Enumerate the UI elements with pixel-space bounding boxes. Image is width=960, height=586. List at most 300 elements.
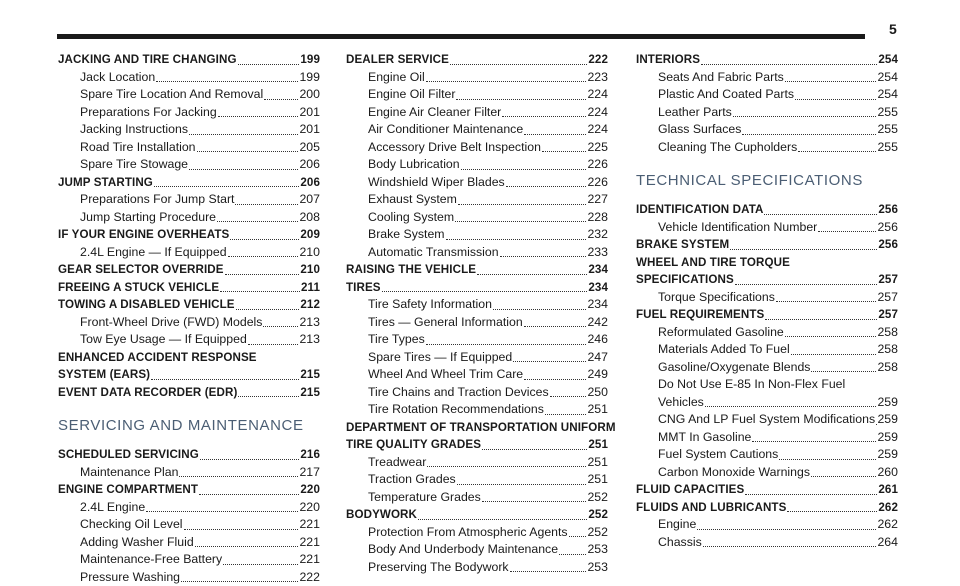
toc-entry-title: Wheel And Wheel Trim Care — [368, 366, 523, 384]
toc-entry-title: Maintenance Plan — [80, 464, 178, 482]
toc-page-number: 211 — [301, 279, 320, 297]
toc-page-number: 201 — [299, 121, 320, 139]
toc-page-number: 260 — [877, 464, 898, 482]
toc-page-number: 255 — [877, 121, 898, 139]
toc-leader-dots — [733, 116, 877, 117]
toc-leader-dots — [524, 134, 586, 135]
toc-leader-dots — [779, 459, 876, 460]
toc-entry-title: Engine — [658, 516, 696, 534]
toc-entry-sub[interactable] — [58, 569, 320, 586]
toc-entry-sub[interactable] — [346, 489, 608, 507]
toc-page-number: 221 — [299, 516, 320, 534]
toc-leader-dots — [426, 81, 587, 82]
toc-entry-sub[interactable] — [346, 244, 608, 262]
toc-leader-dots — [493, 309, 587, 310]
toc-entry-main[interactable] — [636, 271, 898, 289]
toc-page-number: 251 — [587, 401, 608, 419]
toc-page-number: 256 — [878, 236, 898, 254]
toc-leader-dots — [223, 564, 298, 565]
toc-leader-dots — [457, 484, 587, 485]
toc-entry-sub[interactable] — [636, 464, 898, 482]
toc-page-number: 224 — [587, 86, 608, 104]
toc-page-number: 221 — [299, 534, 320, 552]
toc-leader-dots — [795, 99, 876, 100]
toc-column-1 — [58, 51, 320, 586]
toc-page-number: 207 — [299, 191, 320, 209]
toc-entry-sub[interactable] — [58, 86, 320, 104]
toc-entry-title: 2.4L Engine — If Equipped — [80, 244, 227, 262]
toc-entry-main[interactable] — [58, 174, 320, 192]
toc-entry-title: DEPARTMENT OF TRANSPORTATION UNIFORM — [346, 421, 616, 434]
toc-page-number: 210 — [300, 261, 320, 279]
toc-entry-sub[interactable] — [346, 384, 608, 402]
toc-page-number: 254 — [878, 51, 898, 69]
toc-leader-dots — [264, 99, 298, 100]
toc-entry-main[interactable] — [636, 306, 898, 324]
toc-entry-title: Engine Oil — [368, 69, 425, 87]
toc-entry-sub[interactable] — [346, 314, 608, 332]
toc-entry-sub[interactable] — [58, 121, 320, 139]
toc-entry-main[interactable] — [346, 419, 608, 437]
toc-entry-sub[interactable] — [636, 359, 898, 377]
toc-page-number: 251 — [587, 471, 608, 489]
toc-page-number: 220 — [300, 481, 320, 499]
toc-entry-sub[interactable] — [58, 209, 320, 227]
toc-entry-sub[interactable] — [346, 174, 608, 192]
toc-page-number: 234 — [588, 279, 608, 297]
toc-entry-title: Vehicles — [658, 394, 704, 412]
toc-page-number: 252 — [588, 506, 608, 524]
toc-page-number: 215 — [300, 366, 320, 384]
toc-entry-sub[interactable] — [636, 394, 898, 412]
toc-leader-dots — [776, 301, 877, 302]
toc-leader-dots — [225, 274, 300, 275]
toc-leader-dots — [458, 204, 587, 205]
toc-entry-title: IDENTIFICATION DATA — [636, 201, 763, 219]
toc-entry-sub[interactable] — [346, 331, 608, 349]
toc-page-number: 217 — [299, 464, 320, 482]
toc-entry-sub[interactable] — [636, 104, 898, 122]
toc-entry-title: Carbon Monoxide Warnings — [658, 464, 810, 482]
toc-leader-dots — [787, 511, 877, 512]
toc-entry-sub[interactable] — [58, 191, 320, 209]
toc-leader-dots — [510, 571, 587, 572]
toc-page-number: 251 — [588, 436, 608, 454]
toc-entry-title: Tire Types — [368, 331, 425, 349]
toc-leader-dots — [811, 371, 876, 372]
toc-entry-main[interactable] — [58, 296, 320, 314]
toc-page-number: 226 — [587, 156, 608, 174]
toc-entry-title: Engine Air Cleaner Filter — [368, 104, 501, 122]
toc-entry-sub[interactable] — [58, 551, 320, 569]
toc-entry-sub[interactable] — [636, 341, 898, 359]
toc-leader-dots — [701, 64, 877, 65]
toc-entry-title: Materials Added To Fuel — [658, 341, 790, 359]
toc-leader-dots — [189, 134, 298, 135]
toc-entry-title: FLUIDS AND LUBRICANTS — [636, 499, 786, 517]
toc-entry-sub[interactable] — [636, 411, 898, 429]
toc-leader-dots — [524, 326, 587, 327]
toc-leader-dots — [765, 319, 877, 320]
toc-page-number: 223 — [587, 69, 608, 87]
toc-page-number: 253 — [587, 541, 608, 559]
toc-leader-dots — [156, 81, 298, 82]
toc-leader-dots — [500, 256, 587, 257]
toc-entry-title: Windshield Wiper Blades — [368, 174, 505, 192]
toc-entry-sub[interactable] — [58, 244, 320, 262]
toc-leader-dots — [506, 186, 587, 187]
toc-page-number: 250 — [587, 384, 608, 402]
toc-entry-main[interactable] — [346, 51, 608, 69]
toc-entry-title: Jacking Instructions — [80, 121, 188, 139]
toc-list — [58, 446, 320, 586]
toc-entry-title: Spare Tire Stowage — [80, 156, 188, 174]
toc-page-number: 224 — [587, 104, 608, 122]
toc-entry-title: SPECIFICATIONS — [636, 271, 734, 289]
toc-leader-dots — [703, 546, 877, 547]
toc-leader-dots — [811, 476, 877, 477]
toc-leader-dots — [542, 151, 587, 152]
toc-page-number: 259 — [877, 446, 898, 464]
toc-page-number: 216 — [300, 446, 320, 464]
toc-entry-title: Adding Washer Fluid — [80, 534, 194, 552]
section-heading-technical: TECHNICAL SPECIFICATIONS — [636, 172, 898, 189]
toc-entry-title: Reformulated Gasoline — [658, 324, 784, 342]
toc-leader-dots — [151, 379, 299, 380]
toc-entry-title: Road Tire Installation — [80, 139, 196, 157]
toc-page-number: 212 — [300, 296, 320, 314]
toc-entry-sub[interactable] — [58, 534, 320, 552]
toc-entry-sub[interactable] — [636, 139, 898, 157]
toc-entry-title: Front-Wheel Drive (FWD) Models — [80, 314, 262, 332]
toc-entry-title: TIRES — [346, 279, 381, 297]
toc-entry-sub[interactable] — [346, 524, 608, 542]
toc-entry-sub[interactable] — [346, 366, 608, 384]
toc-entry-title: Engine Oil Filter — [368, 86, 455, 104]
toc-entry-main[interactable] — [346, 506, 608, 524]
toc-leader-dots — [545, 414, 587, 415]
toc-page-number: 222 — [299, 569, 320, 586]
toc-entry-title: TOWING A DISABLED VEHICLE — [58, 296, 235, 314]
toc-entry-sub[interactable] — [636, 376, 898, 394]
toc-entry-sub[interactable] — [636, 86, 898, 104]
toc-entry-sub[interactable] — [636, 446, 898, 464]
toc-page-number: 221 — [299, 551, 320, 569]
toc-entry-sub[interactable] — [58, 499, 320, 517]
toc-leader-dots — [248, 344, 299, 345]
toc-list — [636, 201, 898, 551]
toc-entry-title: Air Conditioner Maintenance — [368, 121, 523, 139]
toc-entry-title: Chassis — [658, 534, 702, 552]
toc-entry-title: Exhaust System — [368, 191, 457, 209]
toc-entry-main[interactable] — [58, 226, 320, 244]
toc-entry-sub[interactable] — [636, 219, 898, 237]
toc-entry-sub[interactable] — [636, 429, 898, 447]
toc-leader-dots — [220, 291, 300, 292]
toc-entry-sub[interactable] — [636, 69, 898, 87]
toc-entry-sub[interactable] — [636, 289, 898, 307]
toc-page-number: 254 — [877, 69, 898, 87]
toc-entry-title: Preparations For Jacking — [80, 104, 217, 122]
toc-entry-sub[interactable] — [636, 121, 898, 139]
toc-entry-title: Traction Grades — [368, 471, 456, 489]
page-number: 5 — [889, 21, 897, 37]
toc-page-number: 255 — [877, 139, 898, 157]
toc-entry-main[interactable] — [636, 481, 898, 499]
toc-entry-sub[interactable] — [346, 191, 608, 209]
toc-column-2 — [346, 51, 608, 576]
toc-page-number: 222 — [588, 51, 608, 69]
toc-entry-sub[interactable] — [346, 156, 608, 174]
toc-page-number: 201 — [299, 104, 320, 122]
toc-entry-title: JUMP STARTING — [58, 174, 153, 192]
toc-entry-title: RAISING THE VEHICLE — [346, 261, 476, 279]
toc-entry-title: BODYWORK — [346, 506, 417, 524]
toc-leader-dots — [745, 494, 877, 495]
toc-page-number: 225 — [587, 139, 608, 157]
toc-entry-title: Jack Location — [80, 69, 155, 87]
toc-leader-dots — [752, 441, 876, 442]
toc-entry-main[interactable] — [636, 201, 898, 219]
toc-entry-title: FLUID CAPACITIES — [636, 481, 744, 499]
toc-page-number: 254 — [877, 86, 898, 104]
toc-page-number: 249 — [587, 366, 608, 384]
toc-entry-sub[interactable] — [346, 349, 608, 367]
toc-entry-main[interactable] — [346, 279, 608, 297]
toc-entry-title: Tow Eye Usage — If Equipped — [80, 331, 247, 349]
toc-leader-dots — [513, 361, 586, 362]
toc-page-number: 199 — [299, 69, 320, 87]
toc-leader-dots — [791, 354, 877, 355]
toc-entry-title: Body Lubrication — [368, 156, 460, 174]
toc-entry-sub[interactable] — [58, 69, 320, 87]
toc-entry-title: CNG And LP Fuel System Modifications — [658, 411, 875, 429]
toc-entry-title: ENHANCED ACCIDENT RESPONSE — [58, 351, 257, 364]
toc-leader-dots — [559, 554, 586, 555]
toc-entry-title: Tires — General Information — [368, 314, 523, 332]
toc-entry-title: SYSTEM (EARS) — [58, 366, 150, 384]
toc-page-number: 234 — [587, 296, 608, 314]
toc-entry-sub[interactable] — [58, 331, 320, 349]
toc-leader-dots — [798, 151, 876, 152]
toc-entry-title: Tire Chains and Traction Devices — [368, 384, 549, 402]
toc-page-number: 234 — [588, 261, 608, 279]
toc-entry-sub[interactable] — [58, 156, 320, 174]
toc-entry-title: Body And Underbody Maintenance — [368, 541, 558, 559]
toc-page-number: 259 — [877, 429, 898, 447]
toc-page-number: 252 — [587, 489, 608, 507]
toc-leader-dots — [735, 284, 878, 285]
toc-page-number: 228 — [587, 209, 608, 227]
toc-entry-sub[interactable] — [58, 516, 320, 534]
toc-entry-sub[interactable] — [346, 454, 608, 472]
toc-entry-title: Pressure Washing — [80, 569, 180, 586]
toc-page-number: 252 — [587, 524, 608, 542]
toc-entry-main[interactable] — [346, 436, 608, 454]
toc-entry-main[interactable] — [636, 499, 898, 517]
toc-entry-title: WHEEL AND TIRE TORQUE — [636, 256, 790, 269]
toc-entry-sub[interactable] — [346, 209, 608, 227]
toc-entry-title: Cleaning The Cupholders — [658, 139, 797, 157]
toc-entry-main[interactable] — [58, 446, 320, 464]
toc-entry-title: Jump Starting Procedure — [80, 209, 216, 227]
toc-page-number: 206 — [300, 174, 320, 192]
toc-entry-title: Seats And Fabric Parts — [658, 69, 784, 87]
toc-leader-dots — [195, 546, 299, 547]
toc-page-number: 242 — [587, 314, 608, 332]
toc-entry-main[interactable] — [346, 261, 608, 279]
toc-leader-dots — [697, 529, 876, 530]
toc-entry-title: Preserving The Bodywork — [368, 559, 509, 577]
toc-entry-title: Accessory Drive Belt Inspection — [368, 139, 541, 157]
toc-entry-main[interactable] — [58, 349, 320, 367]
toc-entry-title: Temperature Grades — [368, 489, 481, 507]
toc-page-number: 258 — [877, 324, 898, 342]
toc-page-number: 200 — [299, 86, 320, 104]
toc-page-number: 259 — [877, 411, 898, 429]
toc-leader-dots — [184, 529, 299, 530]
toc-entry-sub[interactable] — [58, 464, 320, 482]
toc-entry-main[interactable] — [636, 236, 898, 254]
toc-leader-dots — [263, 326, 298, 327]
toc-leader-dots — [238, 396, 299, 397]
toc-entry-sub[interactable] — [58, 314, 320, 332]
toc-page-number: 251 — [587, 454, 608, 472]
toc-page-number: 246 — [587, 331, 608, 349]
toc-entry-sub[interactable] — [636, 324, 898, 342]
toc-page-number: 233 — [587, 244, 608, 262]
toc-entry-main[interactable] — [58, 481, 320, 499]
toc-leader-dots — [477, 274, 587, 275]
toc-page-number: 257 — [878, 306, 898, 324]
toc-entry-sub[interactable] — [346, 471, 608, 489]
toc-page-number: 261 — [878, 481, 898, 499]
toc-leader-dots — [524, 379, 586, 380]
toc-entry-title: Torque Specifications — [658, 289, 775, 307]
section-heading-servicing: SERVICING AND MAINTENANCE — [58, 417, 320, 434]
toc-leader-dots — [146, 511, 298, 512]
toc-entry-main[interactable] — [58, 261, 320, 279]
toc-page-number: 257 — [877, 289, 898, 307]
toc-page-number: 255 — [877, 104, 898, 122]
toc-entry-title: Maintenance-Free Battery — [80, 551, 222, 569]
toc-page-number: 205 — [299, 139, 320, 157]
toc-entry-sub[interactable] — [346, 296, 608, 314]
toc-entry-main[interactable] — [636, 254, 898, 272]
toc-entry-title: DEALER SERVICE — [346, 51, 449, 69]
toc-page-number: 215 — [300, 384, 320, 402]
toc-entry-main[interactable] — [636, 51, 898, 69]
toc-entry-main[interactable] — [58, 366, 320, 384]
toc-page-number: 262 — [877, 516, 898, 534]
toc-leader-dots — [418, 519, 587, 520]
toc-entry-title: Vehicle Identification Number — [658, 219, 817, 237]
toc-entry-main[interactable] — [58, 279, 320, 297]
toc-entry-title: Brake System — [368, 226, 445, 244]
header-rule — [57, 34, 865, 39]
toc-entry-sub[interactable] — [346, 541, 608, 559]
toc-leader-dots — [426, 344, 587, 345]
toc-entry-sub[interactable] — [346, 86, 608, 104]
toc-leader-dots — [461, 169, 587, 170]
toc-entry-sub[interactable] — [346, 559, 608, 577]
toc-page-number: 213 — [299, 314, 320, 332]
toc-entry-title: 2.4L Engine — [80, 499, 145, 517]
toc-entry-sub[interactable] — [346, 139, 608, 157]
toc-entry-title: JACKING AND TIRE CHANGING — [58, 51, 237, 69]
toc-entry-title: FREEING A STUCK VEHICLE — [58, 279, 219, 297]
toc-entry-sub[interactable] — [346, 69, 608, 87]
toc-entry-sub[interactable] — [346, 104, 608, 122]
toc-page-number: 226 — [587, 174, 608, 192]
toc-entry-title: Gasoline/Oxygenate Blends — [658, 359, 810, 377]
toc-leader-dots — [482, 501, 587, 502]
toc-entry-title: Do Not Use E-85 In Non-Flex Fuel — [658, 377, 845, 391]
toc-page-number: 253 — [587, 559, 608, 577]
toc-page-number: 209 — [300, 226, 320, 244]
toc-leader-dots — [446, 239, 587, 240]
toc-page-number: 210 — [299, 244, 320, 262]
toc-leader-dots — [179, 476, 298, 477]
toc-leader-dots — [569, 536, 587, 537]
toc-entry-sub[interactable] — [346, 401, 608, 419]
toc-list — [346, 51, 608, 576]
toc-leader-dots — [742, 134, 876, 135]
toc-entry-sub[interactable] — [636, 534, 898, 552]
toc-entry-title: Checking Oil Level — [80, 516, 183, 534]
toc-page-number: 262 — [878, 499, 898, 517]
toc-leader-dots — [482, 449, 587, 450]
toc-leader-dots — [236, 309, 300, 310]
toc-page-number: 259 — [877, 394, 898, 412]
toc-page-number: 208 — [299, 209, 320, 227]
toc-entry-title: ENGINE COMPARTMENT — [58, 481, 198, 499]
toc-page-number: 227 — [587, 191, 608, 209]
toc-entry-sub[interactable] — [58, 104, 320, 122]
toc-leader-dots — [455, 221, 586, 222]
toc-page-number: 256 — [878, 201, 898, 219]
toc-page-number: 199 — [300, 51, 320, 69]
toc-leader-dots — [785, 336, 877, 337]
toc-entry-title: Cooling System — [368, 209, 454, 227]
toc-entry-title: EVENT DATA RECORDER (EDR) — [58, 384, 237, 402]
toc-entry-title: Treadwear — [368, 454, 426, 472]
toc-leader-dots — [450, 64, 587, 65]
toc-entry-title: Leather Parts — [658, 104, 732, 122]
toc-entry-title: Automatic Transmission — [368, 244, 499, 262]
toc-entry-title: Spare Tire Location And Removal — [80, 86, 263, 104]
toc-leader-dots — [230, 239, 299, 240]
toc-entry-sub[interactable] — [346, 121, 608, 139]
toc-entry-sub[interactable] — [58, 139, 320, 157]
toc-entry-main[interactable] — [58, 384, 320, 402]
toc-entry-title: BRAKE SYSTEM — [636, 236, 729, 254]
toc-entry-title: Glass Surfaces — [658, 121, 741, 139]
toc-leader-dots — [228, 256, 299, 257]
toc-entry-title: Spare Tires — If Equipped — [368, 349, 512, 367]
toc-entry-title: Plastic And Coated Parts — [658, 86, 794, 104]
toc-entry-sub[interactable] — [346, 226, 608, 244]
toc-entry-main[interactable] — [58, 51, 320, 69]
toc-leader-dots — [197, 151, 299, 152]
toc-entry-title: SCHEDULED SERVICING — [58, 446, 199, 464]
toc-leader-dots — [382, 291, 588, 292]
toc-entry-sub[interactable] — [636, 516, 898, 534]
toc-entry-title: INTERIORS — [636, 51, 700, 69]
toc-list — [636, 51, 898, 156]
toc-entry-title: MMT In Gasoline — [658, 429, 751, 447]
toc-entry-title: Preparations For Jump Start — [80, 191, 234, 209]
